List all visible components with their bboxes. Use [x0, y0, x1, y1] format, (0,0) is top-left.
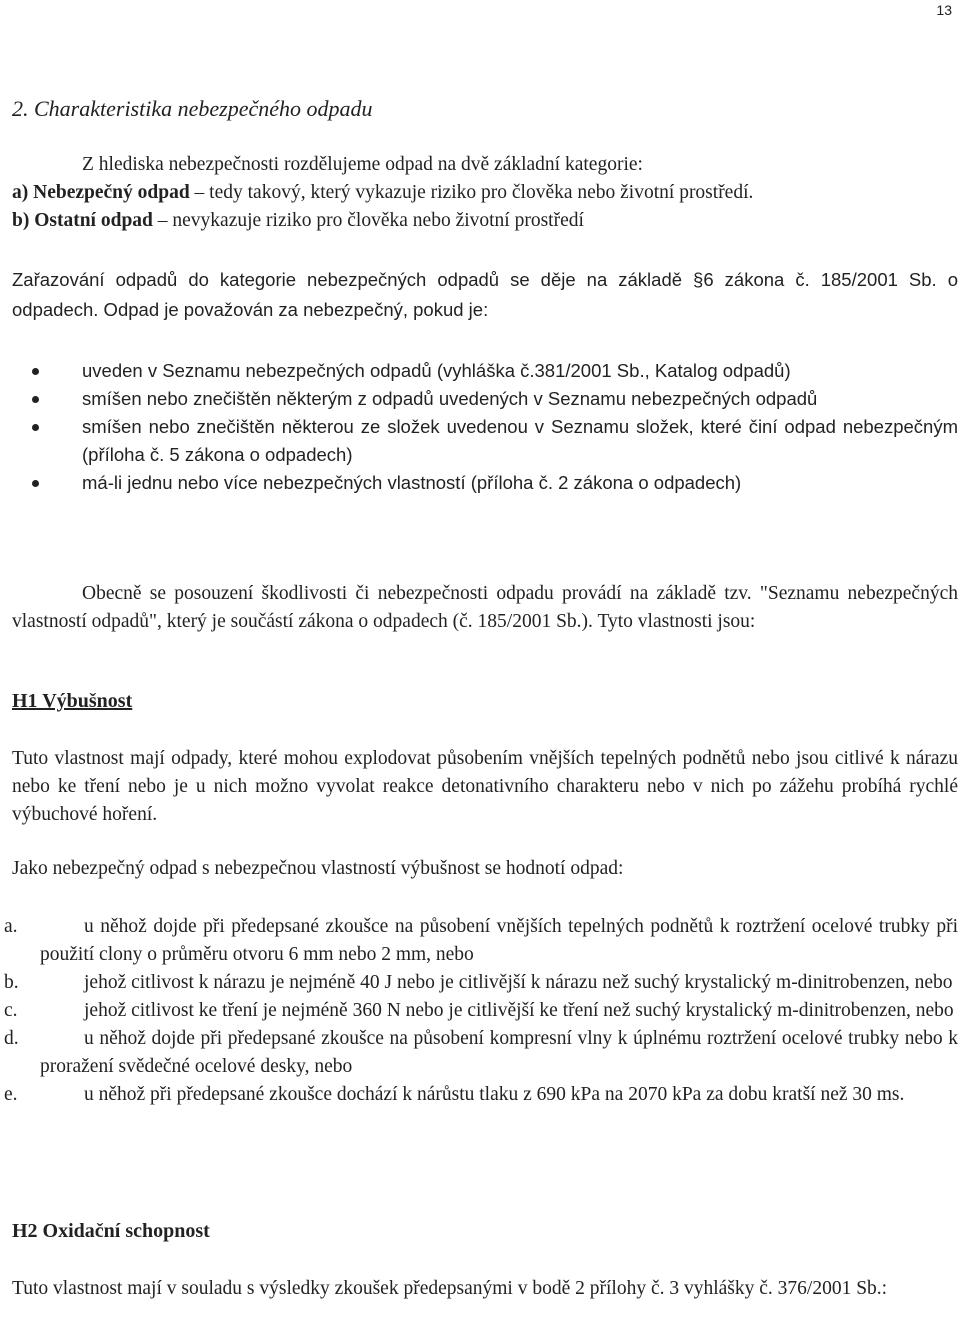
bullet-icon: [32, 396, 39, 403]
list-item: smíšen nebo znečištěn některým z odpadů uvedených v Seznamu nebezpečných odpadů: [0, 385, 960, 413]
intro-line: Z hlediska nebezpečnosti rozdělujeme odpad na dvě základní kategorie:: [82, 154, 643, 175]
category-b: [12, 210, 584, 232]
assessment-paragraph: Obecně se posouzení škodlivosti či nebezpečnosti odpadu provádí na základě tzv. "Seznamu nebezpečných vlastností odpadů", který je součástí zákona o odpadech (č. 185/2001 Sb.). Tyto vlastnosti jsou:: [12, 583, 958, 632]
page-number: 13: [936, 2, 952, 18]
list-marker: a.: [4, 916, 18, 937]
hazard-criteria-list: [0, 357, 960, 497]
category-a-text: – tedy takový, který vykazuje riziko pro člověka nebo životní prostředí.: [189, 182, 754, 203]
h1-criteria-list: [0, 913, 960, 1109]
classification-part2: Odpad je považován za nebezpečný, pokud je:: [98, 299, 489, 320]
section-heading: 2. Charakteristika nebezpečného odpadu: [12, 96, 373, 121]
h1-title: H1 Výbušnost: [12, 690, 133, 712]
list-item: e. u něhož při předepsané zkoušce dochází k nárůstu tlaku z 690 kPa na 2070 kPa za dobu kratší než 30 ms.: [0, 1081, 960, 1109]
list-item: uveden v Seznamu nebezpečných odpadů (vyhláška č.381/2001 Sb., Katalog odpadů): [0, 357, 960, 385]
bullet-icon: [32, 368, 39, 375]
category-b-text: – nevykazuje riziko pro člověka nebo životní prostředí: [152, 210, 584, 231]
classification-paragraph: [12, 265, 958, 325]
category-b-label: b) Ostatní odpad: [12, 210, 153, 231]
h1-criteria-intro: Jako nebezpečný odpad s nebezpečnou vlastností výbušnost se hodnotí odpad:: [12, 858, 624, 879]
list-item: c. jehož citlivost ke tření je nejméně 360 N nebo je citlivější ke tření než suchý krystalický m-dinitrobenzen, nebo: [0, 997, 960, 1025]
bullet-icon: [32, 480, 39, 487]
list-marker: d.: [4, 1028, 19, 1049]
list-marker: e.: [4, 1084, 18, 1105]
h2-description: Tuto vlastnost mají v souladu s výsledky zkoušek předepsanými v bodě 2 přílohy č. 3 vyhlášky č. 376/2001 Sb.:: [12, 1278, 888, 1299]
list-item: má-li jednu nebo více nebezpečných vlastností (příloha č. 2 zákona o odpadech): [0, 469, 960, 497]
classification-part1: Zařazování odpadů do kategorie nebezpečných odpadů se děje na základě §6 zákona č. 185/2001 Sb. o odpadech.: [12, 269, 958, 320]
category-a-label: a) Nebezpečný odpad: [12, 182, 190, 203]
list-item: smíšen nebo znečištěn některou ze složek uvedenou v Seznamu složek, které činí odpad nebezpečným (příloha č. 5 zákona o odpadech): [0, 413, 960, 469]
h2-title: H2 Oxidační schopnost: [12, 1220, 210, 1242]
list-marker: c.: [4, 1000, 18, 1021]
list-item: a. u něhož dojde při předepsané zkoušce na působení vnějších tepelných podnětů k roztržení ocelové trubky při použití clony o průměru otvoru 6 mm nebo 2 mm, nebo: [0, 913, 960, 969]
list-item: d. u něhož dojde při předepsané zkoušce na působení kompresní vlny k úplnému roztržení ocelové trubky nebo k proražení svědečné ocelové desky, nebo: [0, 1025, 960, 1081]
category-a: [12, 182, 753, 204]
h1-description: Tuto vlastnost mají odpady, které mohou explodovat působením vnějších tepelných podnětů nebo jsou citlivé k nárazu nebo ke tření nebo je u nich možno vyvolat reakce detonativního charakteru nebo v nich po zážehu probíhá rychlé výbuchové hoření.: [12, 748, 958, 825]
bullet-icon: [32, 424, 39, 431]
list-marker: b.: [4, 972, 19, 993]
list-item: b. jehož citlivost k nárazu je nejméně 40 J nebo je citlivější k nárazu než suchý krystalický m-dinitrobenzen, nebo: [0, 969, 960, 997]
